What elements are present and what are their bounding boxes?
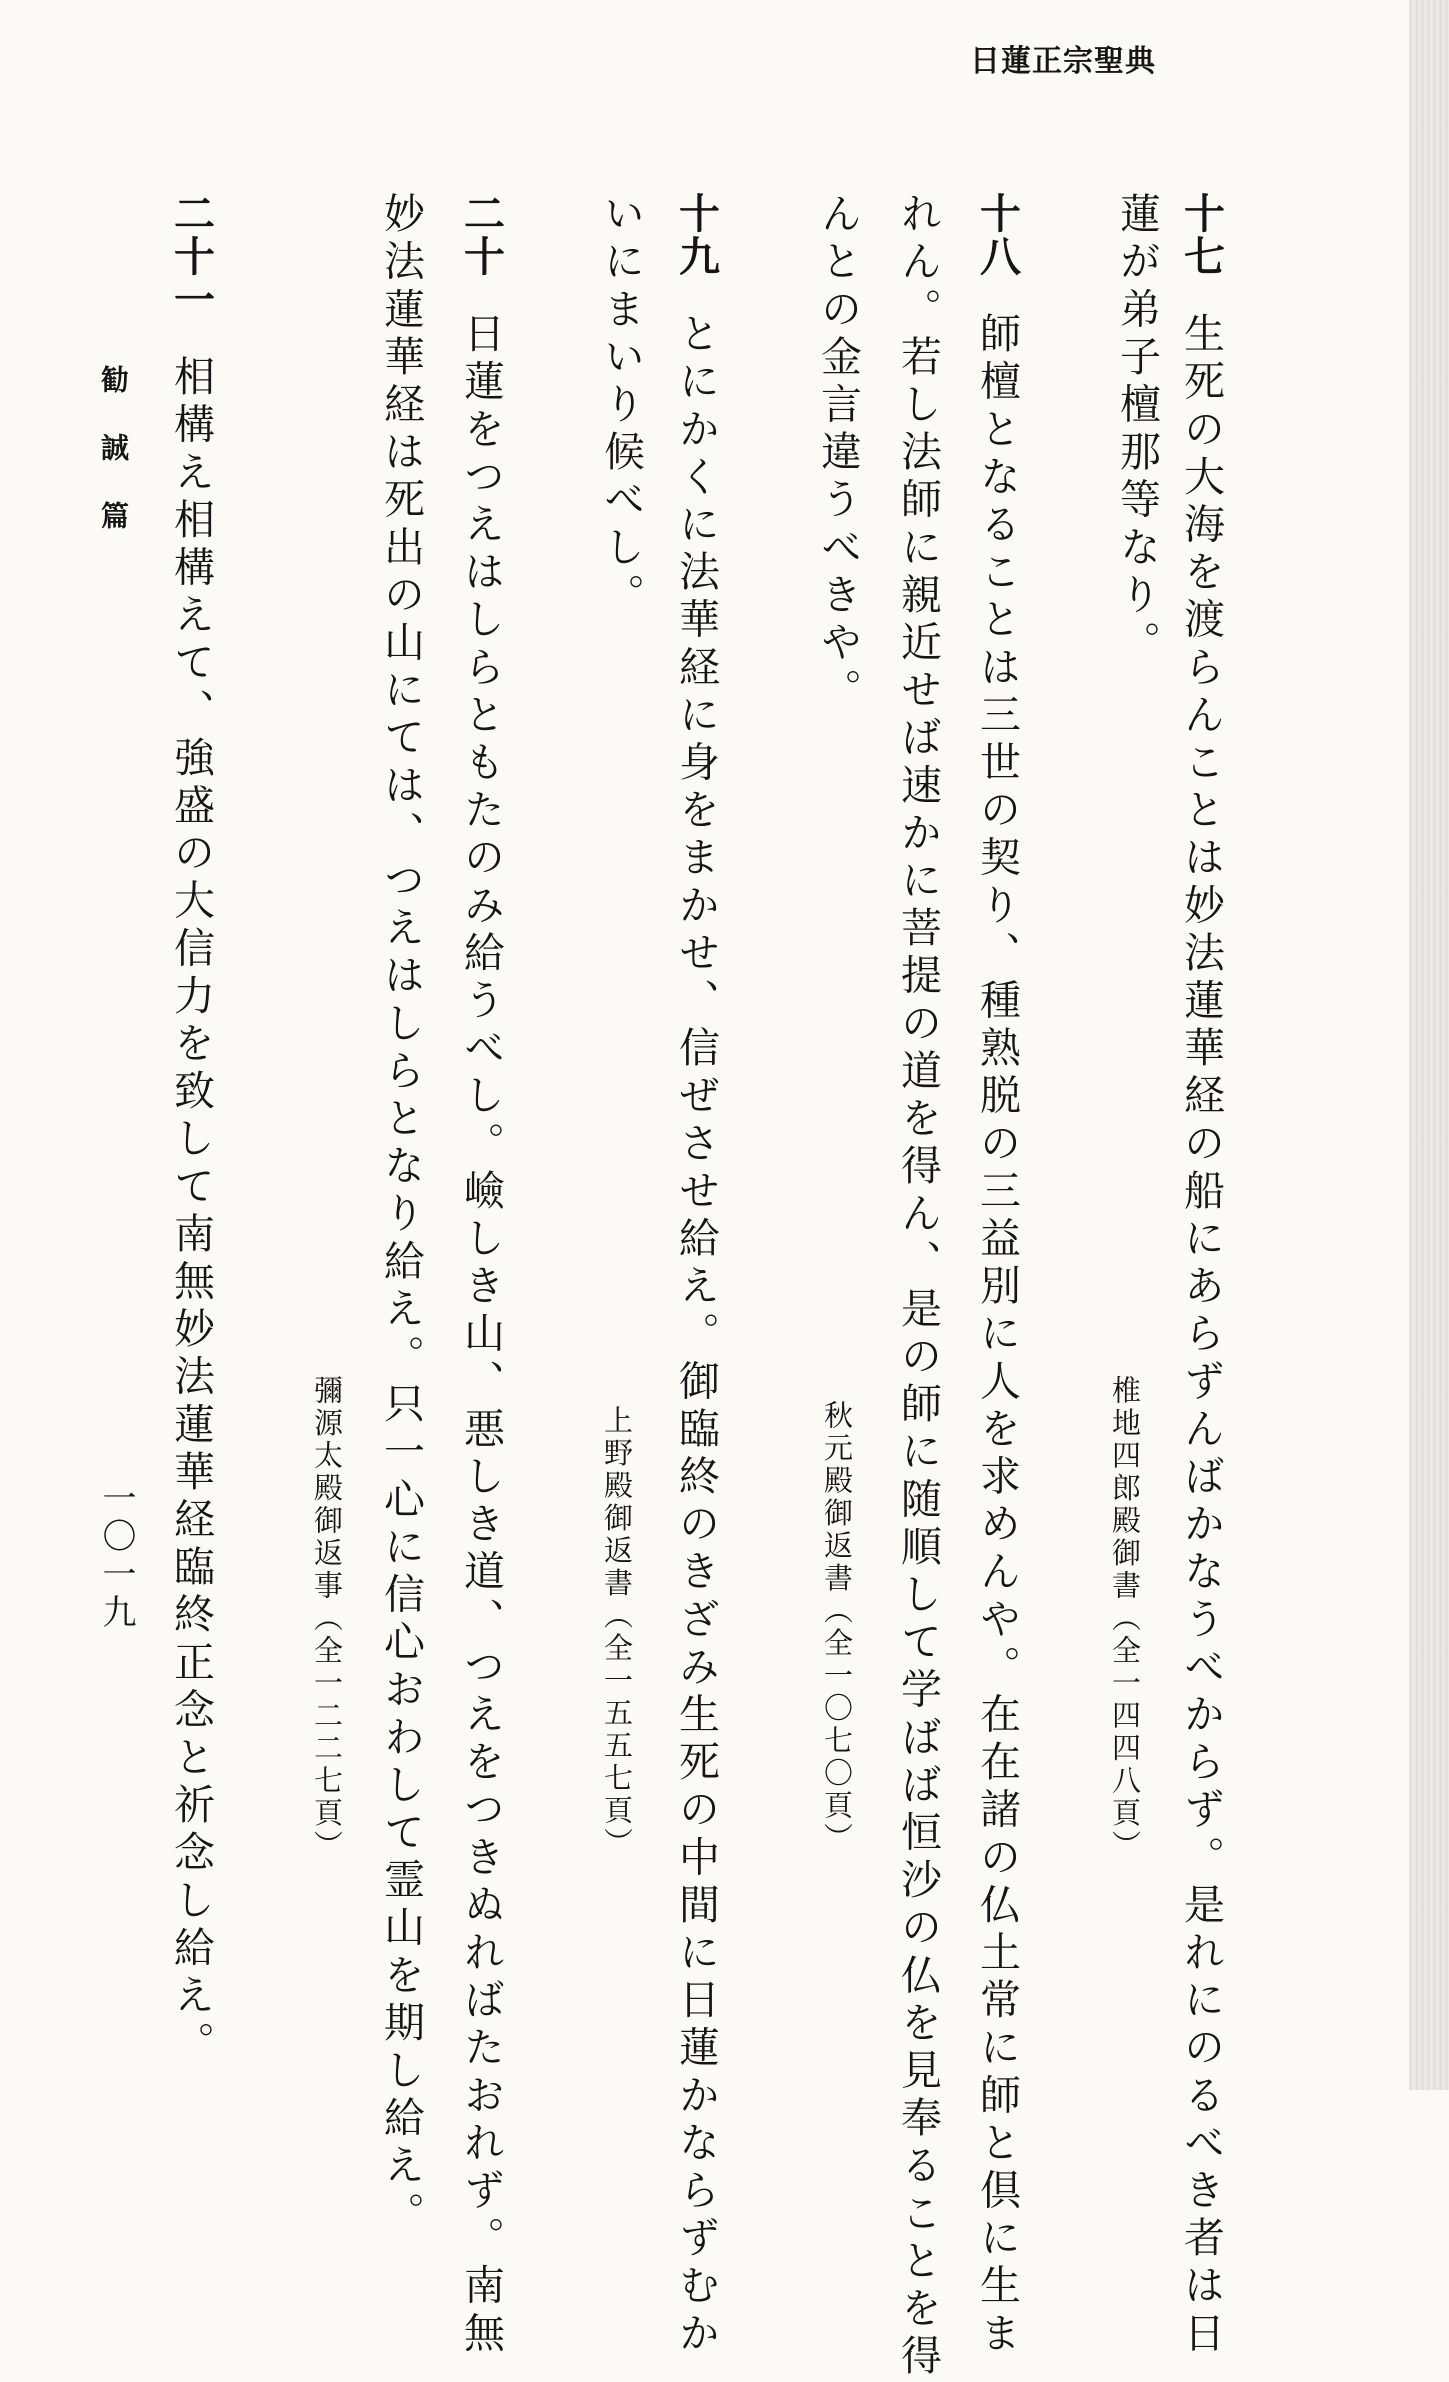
entry-18-line-1 bbox=[973, 192, 1021, 2359]
entry-20-text-1: 日蓮をつえはしらともたのみ給うべし。嶮しき山、悪しき道、つえをつきぬればたおれず。南無 bbox=[457, 312, 505, 2359]
entry-21-text-1: 相構え相構えて、強盛の大信力を致して南無妙法蓮華経臨終正念と祈念し給え。 bbox=[167, 355, 215, 2069]
entry-17-line-1 bbox=[1177, 192, 1225, 2359]
entry-20-line-2: 妙法蓮華経は死出の山にては、つえはしらとなり給え。只一心に信心おわして霊山を期し給え。 bbox=[377, 192, 425, 2239]
entry-18-line-3: んとの金言違うべきや。 bbox=[814, 192, 862, 716]
entry-19-line-1 bbox=[672, 192, 720, 2359]
entry-17-text-1: 生死の大海を渡らんことは妙法蓮華経の船にあらずんばかなうべからず。是れにのるべき者は日 bbox=[1177, 312, 1225, 2359]
entry-18-citation: 秋元殿御返書（全一〇七〇頁） bbox=[820, 1400, 854, 1855]
running-head: 日蓮正宗聖典 bbox=[970, 44, 1156, 79]
entry-21-line-1 bbox=[167, 192, 215, 2069]
entry-19-number: 十九 bbox=[672, 192, 720, 278]
section-title: 勧誠篇 bbox=[97, 365, 130, 569]
entry-17-number: 十七 bbox=[1177, 192, 1225, 278]
entry-18-number: 十八 bbox=[973, 192, 1021, 278]
entry-20-line-1 bbox=[457, 192, 505, 2359]
entry-20-citation: 彌源太殿御返事（全一二二七頁） bbox=[310, 1375, 344, 1863]
entry-19-line-2: いにまいり候べし。 bbox=[597, 192, 645, 621]
entry-17-citation: 椎地四郎殿御書（全一四四八頁） bbox=[1108, 1375, 1142, 1863]
scan-page-edge bbox=[1409, 0, 1449, 2090]
entry-17-line-2: 蓮が弟子檀那等なり。 bbox=[1113, 192, 1161, 668]
entry-18-line-2: れん。若し法師に親近せば速かに菩提の道を得ん、是の師に随順して学ばば恒沙の仏を見奉ることを得 bbox=[894, 192, 942, 2382]
entry-19-text-1: とにかくに法華経に身をまかせ、信ぜさせ給え。御臨終のきざみ生死の中間に日蓮かならずむか bbox=[672, 312, 720, 2359]
entry-19-citation: 上野殿御返書（全一五五七頁） bbox=[600, 1405, 634, 1860]
entry-21-number: 二十一 bbox=[167, 192, 215, 321]
page-number: 一〇一九 bbox=[96, 1480, 136, 1632]
entry-20-number: 二十 bbox=[457, 192, 505, 278]
entry-18-text-1: 師檀となることは三世の契り、種熟脱の三益別に人を求めんや。在在諸の仏土常に師と倶に生ま bbox=[973, 312, 1021, 2359]
